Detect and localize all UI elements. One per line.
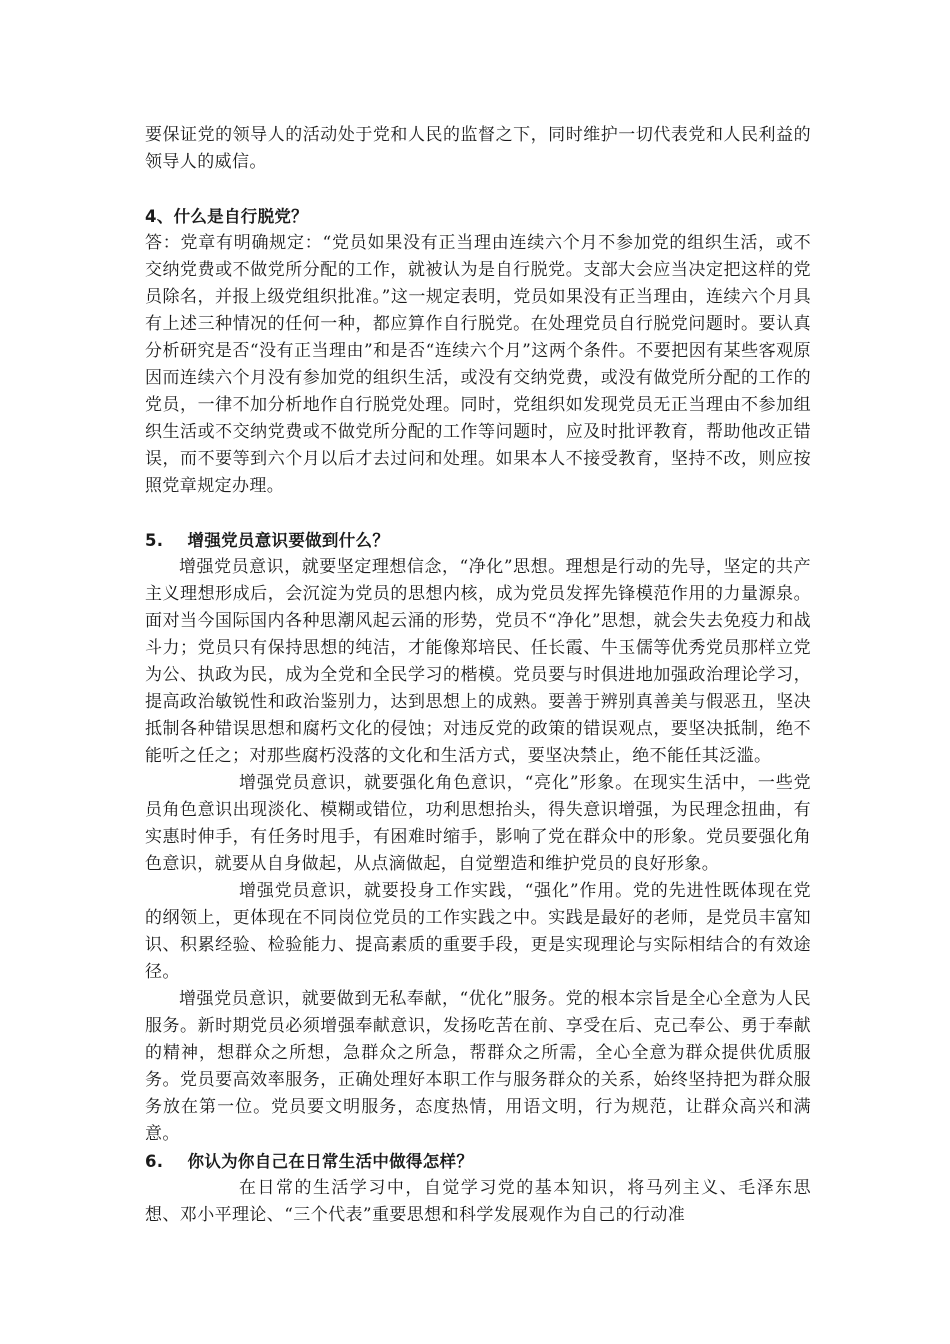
question-6-heading: 6. 你认为你自己在日常生活中做得怎样？ xyxy=(145,1152,474,1171)
question-4-answer: 答：党章有明确规定：“党员如果没有正当理由连续六个月不参加党的组织生活，或不交纳党费或不做党所分配的工作，就被认为是自行脱党。支部大会应当决定把这样的党员除名，并报上级党组织批准。”这一规定表明，党员如果没有正当理由，连续六个月具有上述三种情况的任何一种，都应算作自行脱党。在处理党员自行脱党问题时。要认真分析研究是否“没有正当理由”和是否“连续六个月”这两个条件。不要把因有某些客观原因而连续六个月没有参加党的组织生活，或没有交纳党费，或没有做党所分配的工作的党员，一律不加分析地作自行脱党处理。同时，党组织如发现党员无正当理由不参加组织生活或不交纳党费或不做党所分配的工作等问题时，应及时批评教育，帮助他改正错误，而不要等到六个月以后才去过问和处理。如果本人不接受教育，坚持不改，则应按照党章规定办理。 xyxy=(145,233,811,496)
question-5-paragraph-4: 增强党员意识，就要做到无私奉献，“优化”服务。党的根本宗旨是全心全意为人民服务。新时期党员必须增强奉献意识，发扬吃苦在前、享受在后、克己奉公、勇于奉献的精神，想群众之所想，急群众之所急，帮群众之所需，全心全意为群众提供优质服务。党员要高效率服务，正确处理好本职工作与服务群众的关系，始终坚持把为群众服务放在第一位。党员要文明服务，态度热情，用语文明，行为规范，让群众高兴和满意。 xyxy=(145,989,811,1144)
question-5-paragraph-2: 增强党员意识，就要强化角色意识，“亮化”形象。在现实生活中，一些党员角色意识出现淡化、模糊或错位，功利思想抬头，得失意识增强，为民理念扭曲，有实惠时伸手，有任务时甩手，有困难时缩手，影响了党在群众中的形象。党员要强化角色意识，就要从自身做起，从点滴做起，自觉塑造和维护党员的良好形象。 xyxy=(145,773,811,874)
question-5-paragraph-1: 增强党员意识，就要坚定理想信念，“净化”思想。理想是行动的先导，坚定的共产主义理想形成后，会沉淀为党员的思想内核，成为党员发挥先锋模范作用的力量源泉。面对当今国际国内各种思潮风起云涌的形势，党员不“净化”思想，就会失去免疫力和战斗力；党员只有保持思想的纯洁，才能像郑培民、任长霞、牛玉儒等优秀党员那样立党为公、执政为民，成为全党和全民学习的楷模。党员要与时俱进地加强政治理论学习，提高政治敏锐性和政治鉴别力，达到思想上的成熟。要善于辨别真善美与假恶丑，坚决抵制各种错误思想和腐朽文化的侵蚀；对违反党的政策的错误观点，要坚决抵制，绝不能听之任之；对那些腐朽没落的文化和生活方式，要坚决禁止，绝不能任其泛滥。 xyxy=(145,557,811,766)
question-4-heading: 4、什么是自行脱党？ xyxy=(145,207,308,226)
question-6-paragraph-1: 在日常的生活学习中，自觉学习党的基本知识，将马列主义、毛泽东思想、邓小平理论、“三个代表”重要思想和科学发展观作为自己的行动准 xyxy=(145,1178,811,1225)
spacer xyxy=(145,500,811,527)
intro-paragraph: 要保证党的领导人的活动处于党和人民的监督之下，同时维护一切代表党和人民利益的领导人的威信。 xyxy=(145,125,811,172)
spacer xyxy=(145,176,811,203)
question-5-paragraph-3: 增强党员意识，就要投身工作实践，“强化”作用。党的先进性既体现在党的纲领上，更体现在不同岗位党员的工作实践之中。实践是最好的老师，是党员丰富知识、积累经验、检验能力、提高素质的重要手段，更是实现理论与实际相结合的有效途径。 xyxy=(145,881,811,982)
document-body xyxy=(145,122,811,1229)
question-5-heading: 5. 增强党员意识要做到什么？ xyxy=(145,531,390,550)
